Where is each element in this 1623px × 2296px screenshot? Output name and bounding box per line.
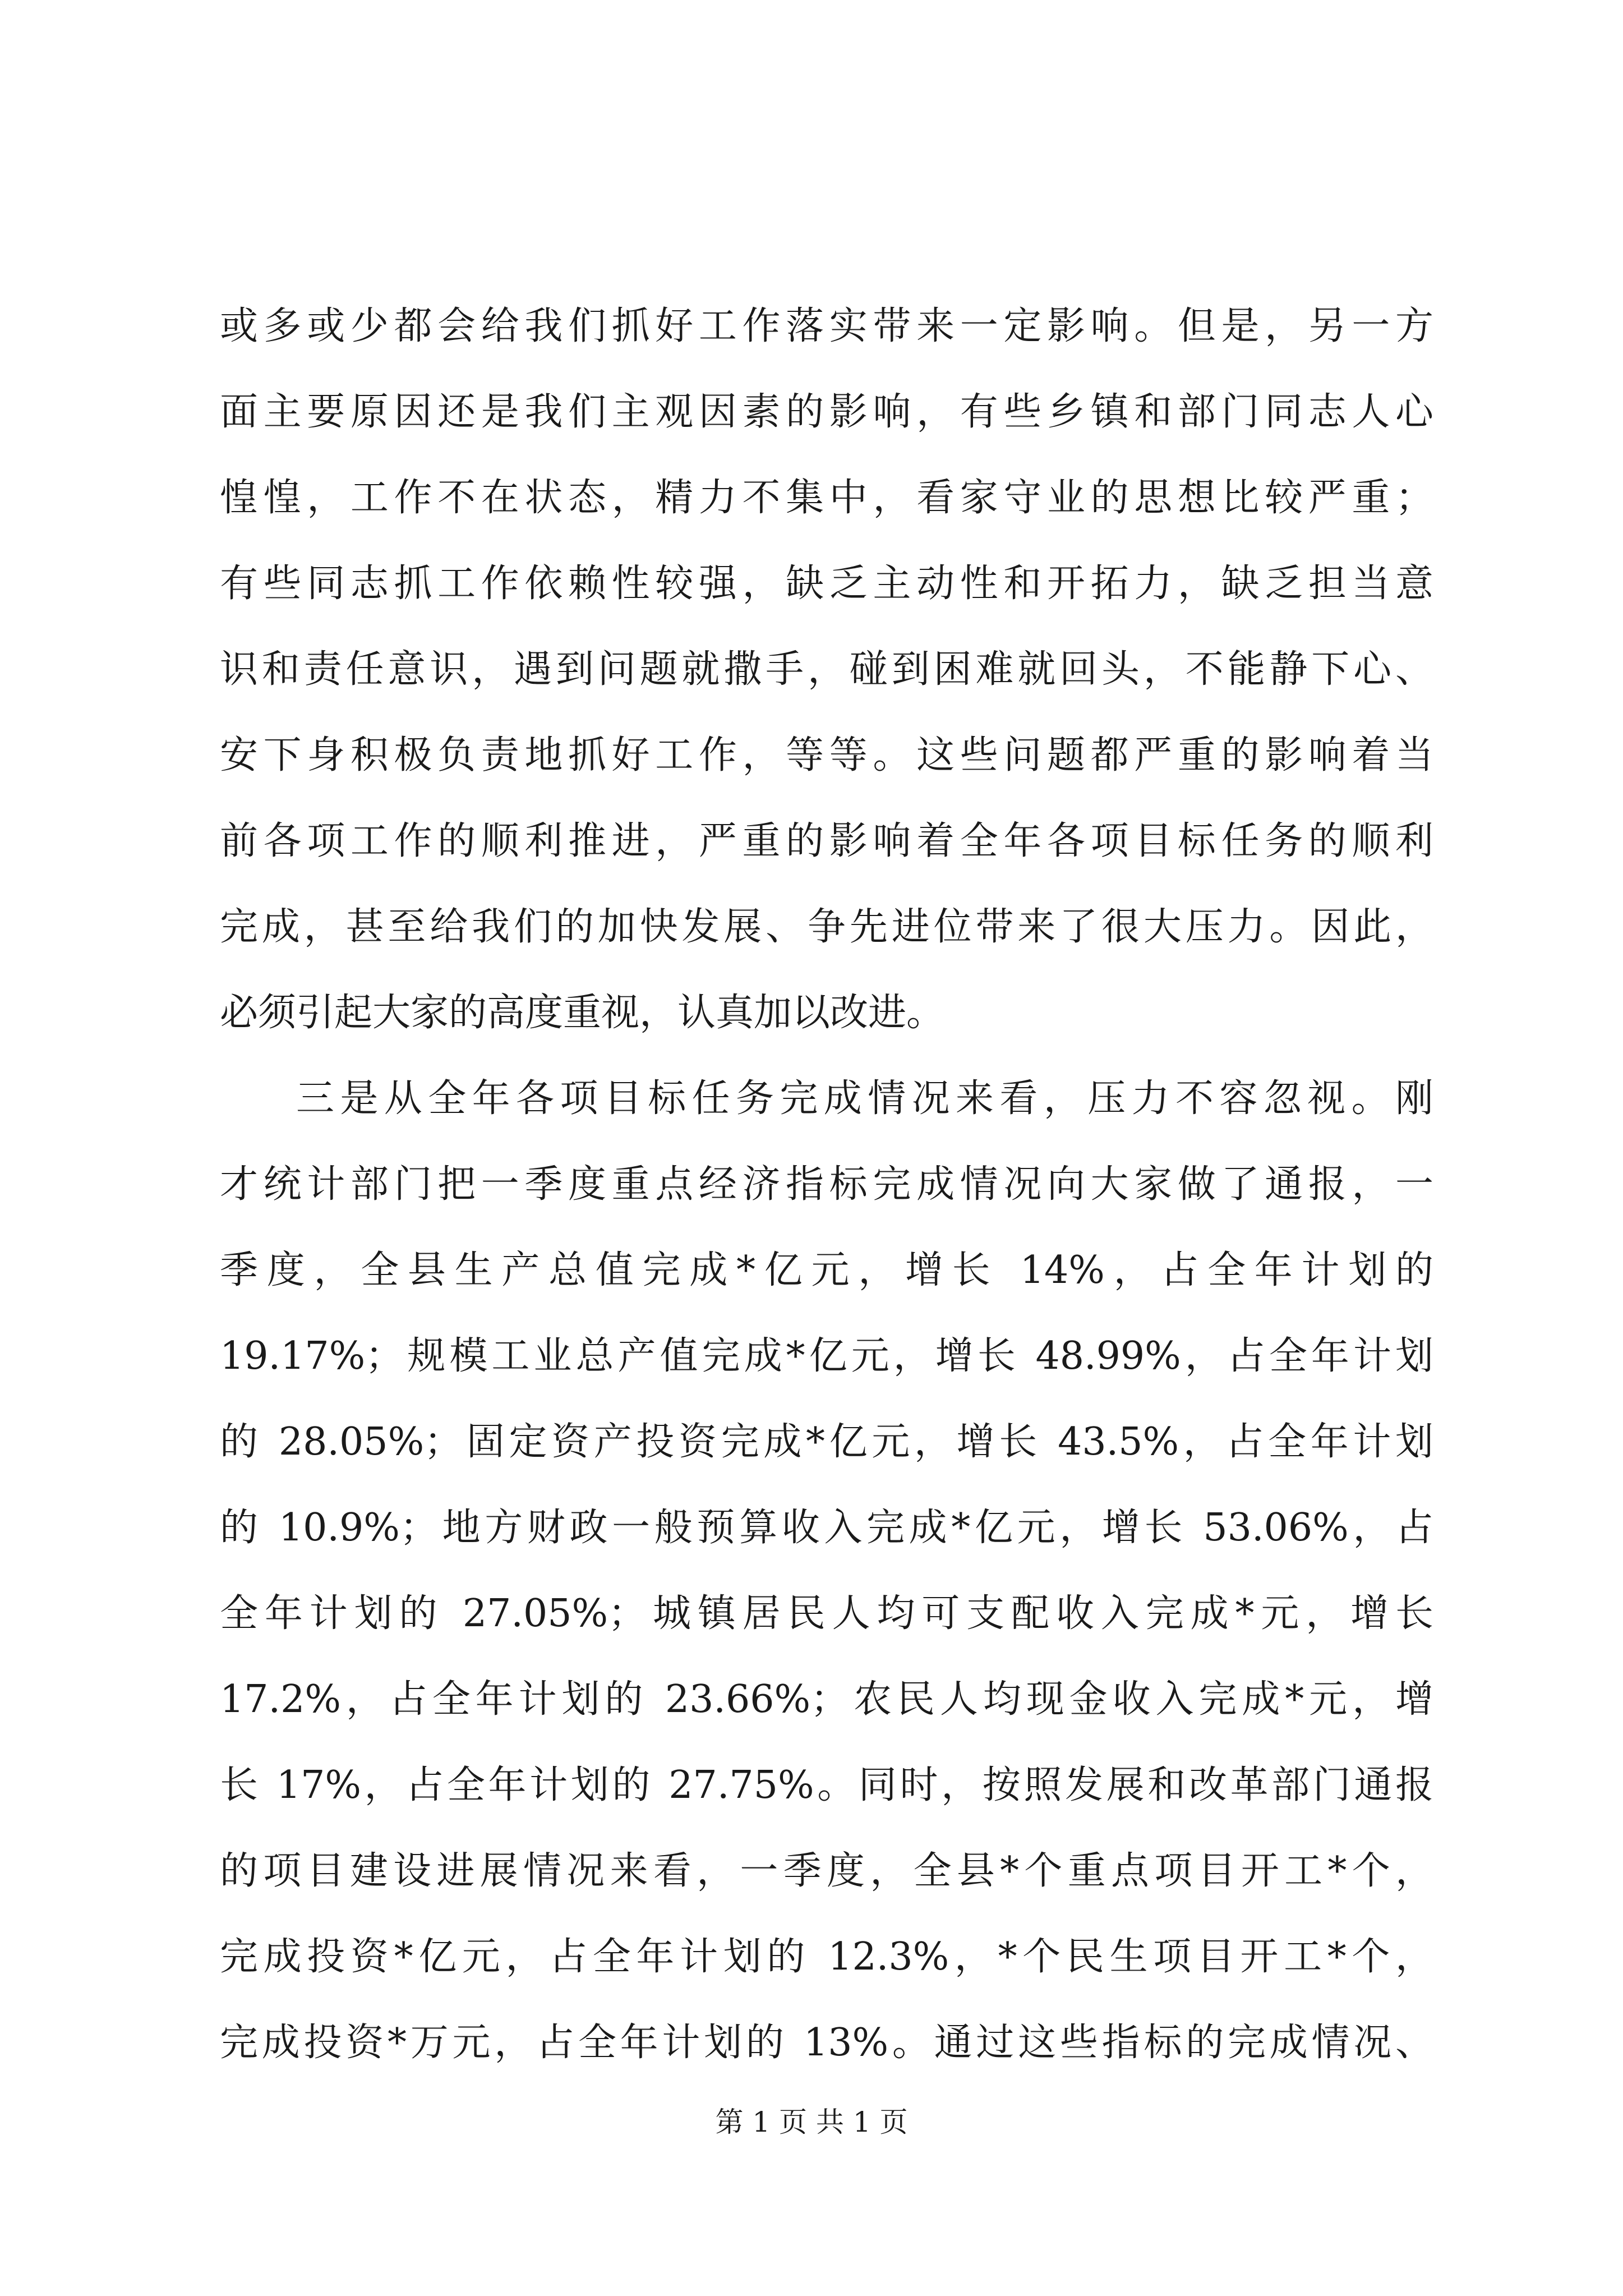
text-line: 17.2%，占全年计划的 23.66%；农民人均现金收入完成*元，增 xyxy=(220,1677,1433,1722)
paragraph-third-point xyxy=(220,1056,1433,2086)
text-line: 完成投资*亿元，占全年计划的 12.3%，*个民生项目开工*个， xyxy=(220,1935,1433,1979)
text-line: 三是从全年各项目标任务完成情况来看，压力不容忽视。刚 xyxy=(296,1076,1433,1121)
text-line: 完成，甚至给我们的加快发展、争先进位带来了很大压力。因此， xyxy=(220,905,1433,949)
text-line: 全年计划的 27.05%；城镇居民人均可支配收入完成*元，增长 xyxy=(220,1591,1433,1636)
document-body xyxy=(220,283,1433,2086)
text-line: 面主要原因还是我们主观因素的影响，有些乡镇和部门同志人心 xyxy=(220,390,1433,434)
page-footer xyxy=(0,2102,1623,2142)
text-line: 的项目建设进展情况来看，一季度，全县*个重点项目开工*个， xyxy=(220,1849,1433,1893)
text-line: 完成投资*万元，占全年计划的 13%。通过这些指标的完成情况、 xyxy=(220,2021,1433,2065)
text-line: 的 10.9%；地方财政一般预算收入完成*亿元，增长 53.06%，占 xyxy=(220,1506,1433,1550)
text-line: 有些同志抓工作依赖性较强，缺乏主动性和开拓力，缺乏担当意 xyxy=(220,562,1433,606)
page-number-label: 第 1 页 共 1 页 xyxy=(715,2106,908,2138)
text-line: 前各项工作的顺利推进，严重的影响着全年各项目标任务的顺利 xyxy=(220,819,1433,863)
text-line: 必须引起大家的高度重视，认真加以改进。 xyxy=(220,991,945,1035)
text-line: 识和责任意识，遇到问题就撒手，碰到困难就回头，不能静下心、 xyxy=(220,647,1433,692)
text-line: 季度，全县生产总值完成*亿元，增长 14%，占全年计划的 xyxy=(220,1248,1433,1292)
text-line: 或多或少都会给我们抓好工作落实带来一定影响。但是，另一方 xyxy=(220,304,1433,348)
text-line: 的 28.05%；固定资产投资完成*亿元，增长 43.5%，占全年计划 xyxy=(220,1420,1433,1464)
paragraph-continuation xyxy=(220,283,1433,1056)
text-line: 长 17%，占全年计划的 27.75%。同时，按照发展和改革部门通报 xyxy=(220,1763,1433,1807)
text-line: 才统计部门把一季度重点经济指标完成情况向大家做了通报，一 xyxy=(220,1162,1433,1207)
text-line: 惶惶，工作不在状态，精力不集中，看家守业的思想比较严重； xyxy=(220,476,1433,520)
text-line: 安下身积极负责地抓好工作，等等。这些问题都严重的影响着当 xyxy=(220,733,1433,777)
text-line: 19.17%；规模工业总产值完成*亿元，增长 48.99%，占全年计划 xyxy=(220,1334,1433,1378)
